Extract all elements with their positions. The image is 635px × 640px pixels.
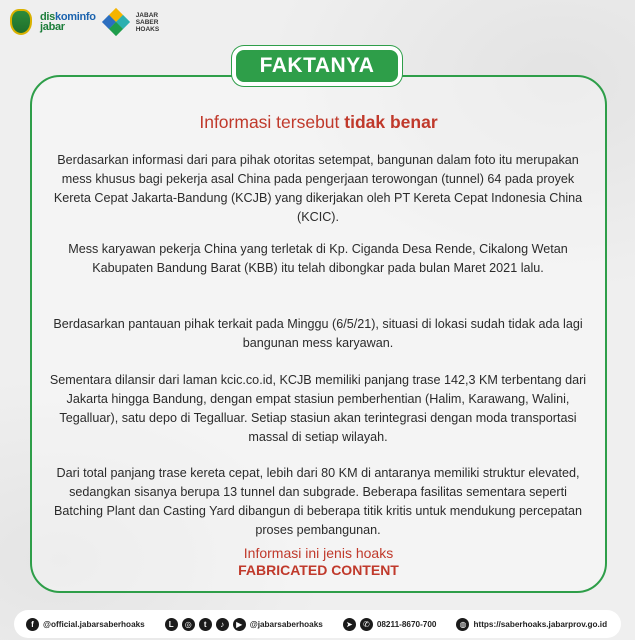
paragraph-2: Mess karyawan pekerja China yang terletak di Kp. Ciganda Desa Rende, Cikalong Wetan Kabupaten Bandung Barat (KBB) itu telah dibongkar pada bulan Maret 2021 lalu. xyxy=(68,242,568,275)
paragraph-3: Berdasarkan pantauan pihak terkait pada Minggu (6/5/21), situasi di lokasi sudah tidak ada lagi bangunan mess karyawan. xyxy=(53,317,583,350)
headline: Informasi tersebut tidak benar xyxy=(199,112,438,132)
social-handle[interactable]: @jabarsaberhoaks xyxy=(249,619,323,629)
globe-icon[interactable]: ◍ xyxy=(456,618,469,631)
tiktok-icon[interactable]: ♪ xyxy=(216,618,229,631)
facebook-handle[interactable]: @official.jabarsaberhoaks xyxy=(43,619,145,629)
telegram-icon[interactable]: ➤ xyxy=(343,618,356,631)
paragraph-1: Berdasarkan informasi dari para pihak otoritas setempat, bangunan dalam foto itu merupakan mess khusus bagi pekerja asal China pada pengerjaan terowongan (tunnel) 64 pada proyek Kereta Cepat Jakarta-Bandung (KCJB) yang dikerjakan oleh PT Kereta Cepat Indonesia China (KCIC). xyxy=(53,153,583,224)
facebook-icon[interactable]: f xyxy=(26,618,39,631)
footer-bar xyxy=(14,610,621,638)
paragraph-5: Dari total panjang trase kereta cepat, lebih dari 80 KM di antaranya memiliki struktur elevated, sedangkan sisanya berupa 13 tunnel dan subgrade. Beberapa fasilitas sementara seperti Batching Plant dan Casting Yard dibangun di beberapa titik kritis untuk mendukung percepatan proses pembangunan. xyxy=(53,466,583,537)
saberhoaks-logo: JABAR SABER HOAKS xyxy=(135,11,160,33)
whatsapp-icon[interactable]: ✆ xyxy=(360,618,373,631)
diskominfo-logo: diskominfo jabar xyxy=(40,11,96,33)
jabar-seal-icon xyxy=(10,9,32,35)
instagram-icon[interactable]: ◎ xyxy=(182,618,195,631)
header-logos xyxy=(10,6,159,38)
faktanya-badge: FAKTANYA xyxy=(232,46,402,86)
verdict-category: FABRICATED CONTENT xyxy=(238,562,399,578)
paragraph-4: Sementara dilansir dari laman kcic.co.id, KCJB memiliki panjang trase 142,3 KM terbentang dari Jakarta hingga Bandung, dengan empat stasiun pemberhentian (Halim, Karawang, Walini, Tegalluar), satu depo di Tegalluar. Setiap stasiun akan terintegrasi dengan moda transportasi massal di setiap wilayah. xyxy=(49,373,587,444)
verdict-line: Informasi ini jenis hoaks xyxy=(243,545,394,561)
line-icon[interactable]: L xyxy=(165,618,178,631)
website-link[interactable]: https://saberhoaks.jabarprov.go.id xyxy=(473,619,608,629)
youtube-icon[interactable]: ▶ xyxy=(233,618,246,631)
phone-number[interactable]: 08211-8670-700 xyxy=(376,619,437,629)
saberhoaks-mark-icon xyxy=(104,10,128,34)
twitter-icon[interactable]: t xyxy=(199,618,212,631)
